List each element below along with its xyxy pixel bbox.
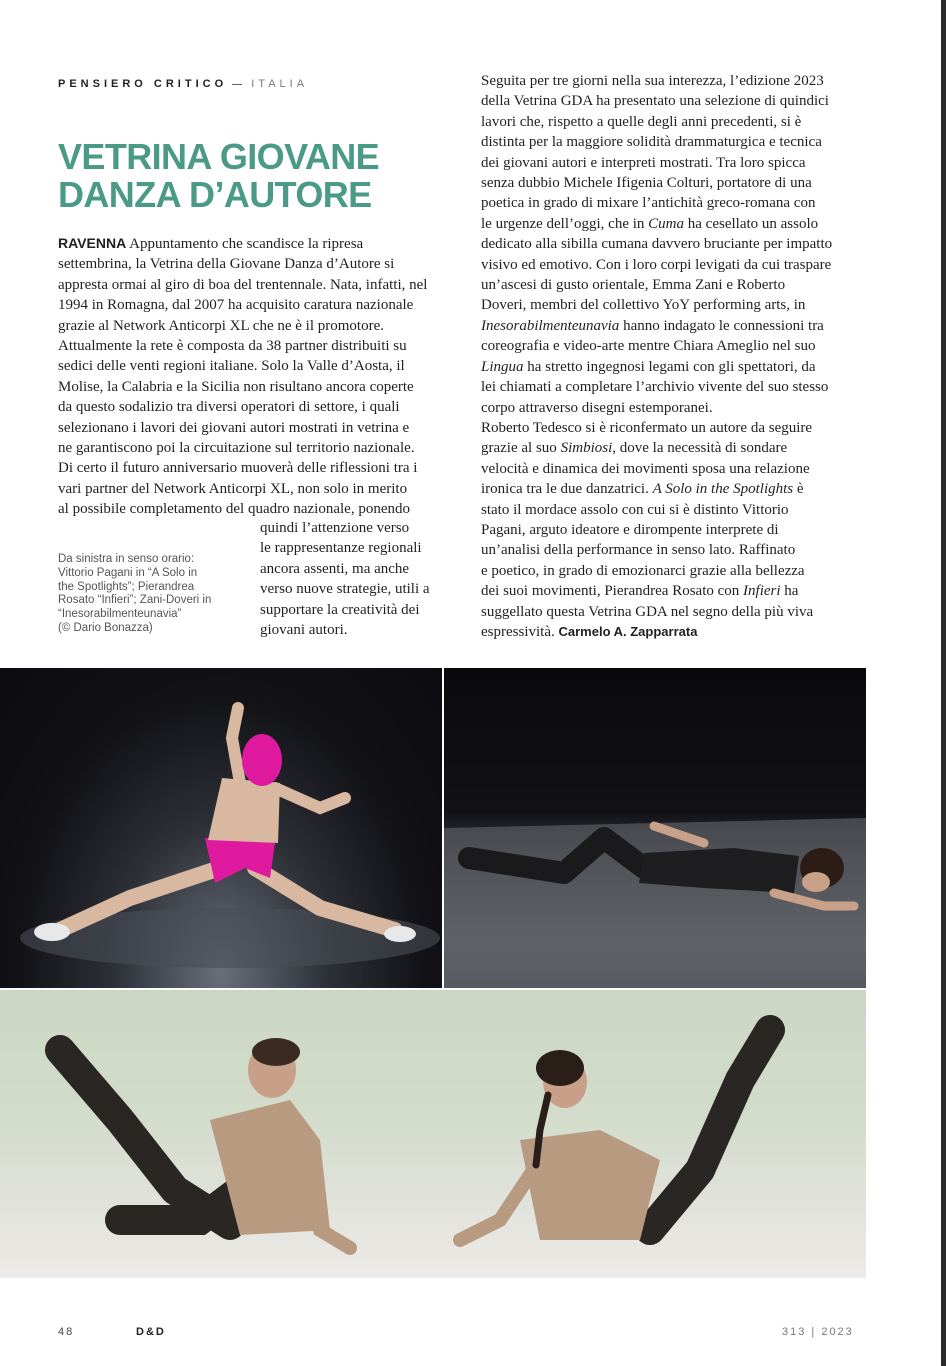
body-line: Pagani, arguto ideatore e dirompente interprete di (481, 521, 779, 538)
dancer-pink-mask-photo (0, 668, 442, 988)
body-line: dei giovani autori e interpreti mostrati. Tra loro spicca (481, 154, 806, 171)
body-line: visivo ed emotivo. Con i loro corpi levigati da cui traspare (481, 256, 832, 273)
dateline: RAVENNA (58, 235, 127, 251)
body-line: e poetico, in grado di emozionarci grazie alla bellezza (481, 562, 805, 579)
page-number: 48 (58, 1326, 75, 1338)
caption-line: Rosato “Infieri”; Zani-Doveri in (58, 594, 212, 607)
body-line: supportare la creatività dei (260, 601, 420, 618)
article-column-right (481, 71, 871, 642)
work-title: Lingua (481, 358, 524, 375)
body-line: Lingua ha stretto ingegnosi legami con gli spettatori, da (481, 358, 816, 375)
body-line: sedici delle venti regioni italiane. Solo la Valle d’Aosta, il (58, 358, 405, 375)
body-line: ne garantiscono poi la circuitazione sul territorio nazionale. (58, 440, 415, 457)
body-line: verso nuove strategie, utili a (260, 581, 430, 598)
duo-dancers-floor-photo (0, 990, 866, 1278)
caption-line: Vittorio Pagani in “A Solo in (58, 566, 198, 579)
article-title (58, 138, 379, 214)
caption-line: Da sinistra in senso orario: (58, 553, 195, 565)
kicker-divider (232, 84, 242, 85)
body-line: 1994 in Romagna, dal 2007 ha acquisito caratura nazionale (58, 297, 414, 314)
body-line: da questo sodalizio tra diversi operatori di settore, i quali (58, 399, 400, 416)
issue-label: 313 | 2023 (782, 1326, 854, 1338)
caption-line: the Spotlights”; Pierandrea (58, 580, 195, 593)
body-line: RAVENNA Appuntamento che scandisce la ripresa (58, 235, 364, 252)
section-kicker (58, 78, 308, 90)
body-line: velocità e dinamica dei movimenti sposa una relazione (481, 460, 810, 477)
author-signature: Carmelo A. Zapparrata (558, 623, 698, 639)
body-line: espressività. Carmelo A. Zapparrata (481, 623, 698, 640)
title-line-1: VETRINA GIOVANE (58, 136, 380, 177)
body-line: un’ascesi di gusto orientale, Emma Zani e Roberto (481, 277, 786, 294)
work-title: Cuma (648, 215, 685, 232)
title-line-2: DANZA D’AUTORE (58, 174, 372, 215)
body-line: le rappresentanze regionali (260, 540, 422, 557)
body-line: dei suoi movimenti, Pierandrea Rosato con Infieri ha (481, 583, 799, 600)
section-label: PENSIERO CRITICO (58, 78, 228, 90)
body-line: stato il mordace assolo con cui si è distinto Vittorio (481, 501, 789, 518)
country-label: ITALIA (251, 78, 309, 90)
body-line: della Vetrina GDA ha presentato una selezione di quindici (481, 93, 829, 110)
work-title: Simbiosi (560, 440, 613, 457)
body-line: ancora assenti, ma anche (260, 560, 410, 577)
body-line: settembrina, la Vetrina della Giovane Danza d’Autore si (58, 256, 395, 273)
body-line: Doveri, membri del collettivo YoY performing arts, in (481, 297, 806, 314)
body-line: quindi l’attenzione verso (260, 520, 410, 536)
body-line: Roberto Tedesco si è riconfermato un autore da seguire (481, 419, 813, 436)
body-line: Di certo il futuro anniversario muoverà delle riflessioni tra i (58, 460, 418, 477)
body-line: corpo attraverso disegni estemporanei. (481, 399, 713, 416)
article-column-left (58, 233, 440, 520)
body-line: vari partner del Network Anticorpi XL, non solo in merito (58, 480, 408, 497)
body-line: poetica in grado di mixare l’antichità greco-romana con (481, 195, 816, 212)
work-title: Infieri (743, 583, 781, 600)
body-line: Attualmente la rete è composta da 38 partner distribuiti su (58, 338, 407, 355)
body-line: Molise, la Calabria e la Sicilia non risultano ancora coperte (58, 378, 414, 395)
body-line: grazie al suo Simbiosi, dove la necessità di sondare (481, 440, 788, 457)
page-edge-bar (941, 0, 946, 1366)
body-line: senza dubbio Michele Ifigenia Colturi, portatore di una (481, 175, 812, 192)
body-line: appresta ormai al giro di boa del trentennale. Nata, infatti, nel (58, 276, 428, 293)
dancer-lying-floor-photo (444, 668, 866, 988)
photo-caption (58, 553, 248, 636)
body-line: grazie al Network Anticorpi XL che ne è il promotore. (58, 317, 384, 334)
body-line: distinta per la maggiore solidità drammaturgica e tecnica (481, 134, 822, 151)
body-line: Inesorabilmenteunavia hanno indagato le connessioni tra (481, 317, 824, 334)
body-line: Seguita per tre giorni nella sua interezza, l’edizione 2023 (481, 73, 824, 89)
body-line: coreografia e video-arte mentre Chiara Ameglio nel suo (481, 338, 816, 355)
work-title: A Solo in the Spotlights (652, 481, 794, 498)
body-line: dedicato alla sibilla cumana davvero bruciante per impatto (481, 236, 833, 253)
body-line: al possibile completamento del quadro nazionale, ponendo (58, 501, 410, 518)
caption-line: “Inesorabilmenteunavia” (58, 608, 182, 621)
work-title: Inesorabilmenteunavia (481, 317, 620, 334)
body-line: giovani autori. (260, 622, 348, 639)
magazine-name: D&D (136, 1326, 166, 1338)
body-line: selezionano i lavori dei giovani autori mostrati in vetrina e (58, 419, 410, 436)
caption-line: (© Dario Bonazza) (58, 621, 153, 634)
body-line: lavori che, rispetto a quelle degli anni precedenti, si è (481, 113, 802, 130)
body-line: suggellato questa Vetrina GDA nel segno della più viva (481, 603, 814, 620)
body-line: un’analisi della performance in senso lato. Raffinato (481, 542, 796, 559)
article-column-left-continued (260, 518, 445, 640)
body-line: lei chiamati a completare l’archivio vivente del suo stesso (481, 379, 829, 396)
body-line: le urgenze dell’oggi, che in Cuma ha cesellato un assolo (481, 215, 819, 232)
body-line: ironica tra le due danzatrici. A Solo in the Spotlights è (481, 481, 804, 498)
